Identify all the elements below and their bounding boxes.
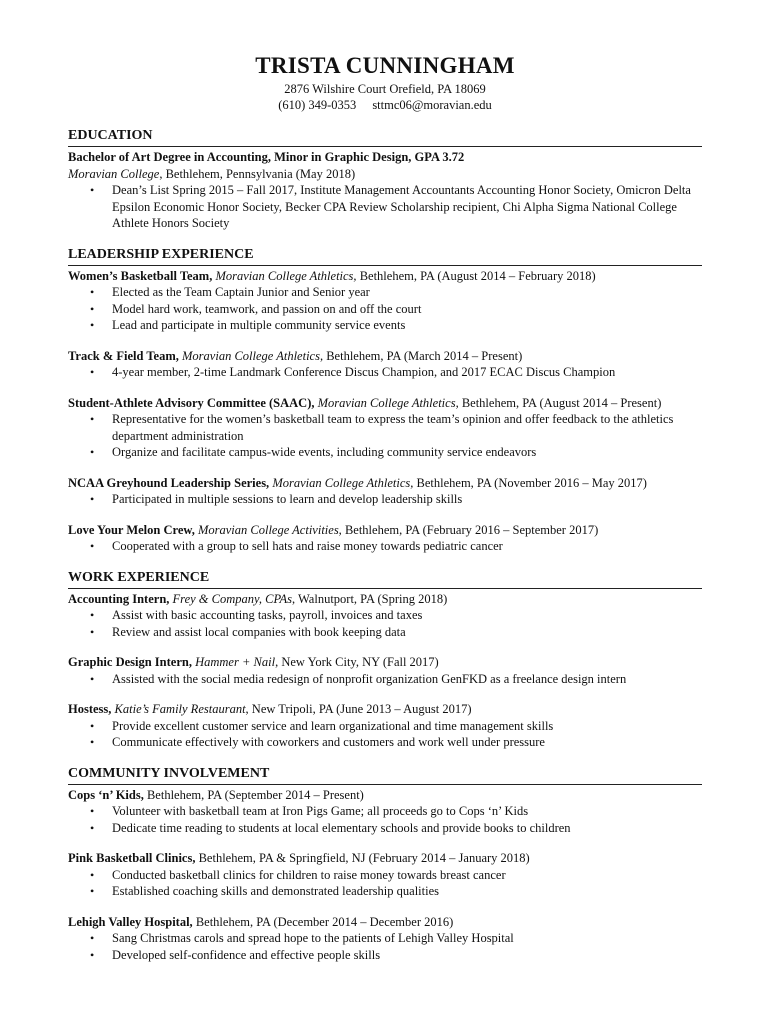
list-item: • Review and assist local companies with book keeping data — [68, 624, 702, 641]
resume-page — [68, 52, 702, 963]
leadership-entry — [68, 522, 702, 555]
entry-bullets — [68, 718, 702, 751]
list-item: • Developed self-confidence and effective people skills — [68, 947, 702, 964]
email-address: sttmc06@moravian.edu — [372, 97, 492, 112]
list-item: • Elected as the Team Captain Junior and Senior year — [68, 284, 702, 301]
school-name: Moravian College — [68, 166, 160, 181]
entry-institution: Moravian College Activities, — [194, 522, 342, 537]
entry-heading — [68, 395, 702, 412]
entry-institution: Hammer + Nail — [191, 655, 276, 669]
entry-bullets — [68, 930, 702, 963]
entry-bullets — [68, 671, 702, 688]
leadership-entry — [68, 268, 702, 334]
entry-institution: Moravian College Athletics, — [212, 268, 357, 283]
entry-bullets — [68, 364, 702, 381]
list-item: • Lead and participate in multiple community service events — [68, 317, 702, 334]
work-section — [68, 569, 702, 751]
leadership-entry — [68, 475, 702, 508]
community-entry — [68, 914, 702, 964]
candidate-name: TRISTA CUNNINGHAM — [255, 53, 515, 78]
entry-org: Lehigh Valley Hospital, — [68, 914, 193, 929]
community-section — [68, 765, 702, 964]
entry-location-date: Bethlehem, PA (September 2014 – Present) — [143, 787, 364, 802]
resume-header — [68, 52, 702, 113]
entry-location-date: Bethlehem, PA (March 2014 – Present) — [323, 348, 523, 363]
phone-number: (610) 349-0353 — [278, 97, 357, 112]
section-title-education: EDUCATION — [68, 127, 702, 147]
leadership-entry — [68, 395, 702, 461]
section-title-work: WORK EXPERIENCE — [68, 569, 702, 589]
entry-location-date: , Walnutport, PA (Spring 2018) — [291, 591, 448, 606]
entry-bullets — [68, 491, 702, 508]
entry-heading — [68, 591, 702, 608]
school-location-date: , Bethlehem, Pennsylvania (May 2018) — [159, 166, 356, 181]
section-title-leadership: LEADERSHIP EXPERIENCE — [68, 246, 702, 266]
community-entry — [68, 787, 702, 837]
entry-org: Women’s Basketball Team, — [68, 268, 213, 283]
section-title-community: COMMUNITY INVOLVEMENT — [68, 765, 702, 785]
entry-heading — [68, 850, 702, 867]
entry-org: Accounting Intern, — [68, 591, 170, 606]
entry-org: Cops ‘n’ Kids, — [68, 787, 144, 802]
entry-location-date: Bethlehem, PA & Springfield, NJ (February 2014 – January 2018) — [195, 851, 530, 865]
list-item: • Dean’s List Spring 2015 – Fall 2017, Institute Management Accountants Accounting Honor Society, Omicron Delta Epsilon Economic Honor Society, Becker CPA Review Scholarship recipient, Chi Alpha Sigma National College Athlete Honors Society — [68, 182, 702, 232]
entry-org: Hostess, — [68, 702, 112, 716]
work-entry — [68, 701, 702, 751]
entry-location-date: Bethlehem, PA (November 2016 – May 2017) — [413, 475, 647, 490]
entry-heading — [68, 475, 702, 492]
entry-heading — [68, 522, 702, 539]
education-entry — [68, 149, 702, 232]
list-item: • Assist with basic accounting tasks, payroll, invoices and taxes — [68, 607, 702, 624]
school-line — [68, 166, 702, 183]
list-item: • Assisted with the social media redesign of nonprofit organization GenFKD as a freelance design intern — [68, 671, 702, 688]
list-item: • 4-year member, 2-time Landmark Conference Discus Champion, and 2017 ECAC Discus Champion — [68, 364, 702, 381]
entry-heading — [68, 787, 702, 804]
list-item: • Organize and facilitate campus-wide events, including community service endeavors — [68, 444, 702, 461]
entry-org: Student-Athlete Advisory Committee (SAAC), — [68, 395, 315, 410]
entry-institution: Moravian College Athletics, — [178, 348, 324, 363]
list-item: • Cooperated with a group to sell hats and raise money towards pediatric cancer — [68, 538, 702, 555]
entry-institution: Moravian College Athletics, — [314, 395, 459, 410]
entry-heading — [68, 701, 702, 718]
entry-org: Pink Basketball Clinics, — [68, 851, 196, 865]
entry-location-date: Bethlehem, PA (December 2014 – December 2016) — [192, 914, 454, 929]
entry-org: Love Your Melon Crew, — [68, 522, 195, 537]
list-item: • Sang Christmas carols and spread hope to the patients of Lehigh Valley Hospital — [68, 930, 702, 947]
entry-bullets — [68, 607, 702, 640]
entry-heading — [68, 268, 702, 285]
list-item: • Representative for the women’s basketball team to express the team’s opinion and offer feedback to the athletics department administration — [68, 411, 702, 444]
entry-location-date: Bethlehem, PA (August 2014 – February 2018) — [356, 268, 596, 283]
list-item: • Provide excellent customer service and learn organizational and time management skills — [68, 718, 702, 735]
entry-bullets — [68, 538, 702, 555]
education-section — [68, 127, 702, 232]
degree: Bachelor of Art Degree in Accounting, Minor in Graphic Design, GPA 3.72 — [68, 150, 465, 164]
list-item: • Volunteer with basketball team at Iron Pigs Game; all proceeds go to Cops ‘n’ Kids — [68, 803, 702, 820]
entry-bullets — [68, 867, 702, 900]
contact-line — [68, 98, 702, 114]
education-bullets — [68, 182, 702, 232]
entry-bullets — [68, 284, 702, 334]
entry-institution: Frey & Company, CPAs — [169, 591, 292, 606]
entry-heading — [68, 914, 702, 931]
entry-institution: Katie’s Family Restaurant — [111, 702, 246, 716]
list-item: • Conducted basketball clinics for children to raise money towards breast cancer — [68, 867, 702, 884]
list-item: • Dedicate time reading to students at local elementary schools and provide books to children — [68, 820, 702, 837]
address-line: 2876 Wilshire Court Orefield, PA 18069 — [284, 82, 486, 96]
list-item: • Established coaching skills and demonstrated leadership qualities — [68, 883, 702, 900]
entry-org: Track & Field Team, — [68, 348, 179, 363]
work-entry — [68, 654, 702, 687]
entry-institution: Moravian College Athletics, — [269, 475, 414, 490]
entry-org: Graphic Design Intern, — [68, 655, 192, 669]
entry-location-date: , New York City, NY (Fall 2017) — [275, 655, 439, 669]
entry-location-date: Bethlehem, PA (February 2016 – September 2017) — [341, 522, 599, 537]
entry-bullets — [68, 411, 702, 461]
leadership-section — [68, 246, 702, 555]
list-item: • Participated in multiple sessions to learn and develop leadership skills — [68, 491, 702, 508]
entry-org: NCAA Greyhound Leadership Series, — [68, 475, 270, 490]
entry-heading — [68, 654, 702, 671]
list-item: • Communicate effectively with coworkers and customers and work well under pressure — [68, 734, 702, 751]
entry-location-date: , New Tripoli, PA (June 2013 – August 2017) — [245, 702, 472, 716]
entry-heading — [68, 348, 702, 365]
list-item: • Model hard work, teamwork, and passion on and off the court — [68, 301, 702, 318]
leadership-entry — [68, 348, 702, 381]
work-entry — [68, 591, 702, 641]
entry-bullets — [68, 803, 702, 836]
entry-location-date: Bethlehem, PA (August 2014 – Present) — [458, 395, 662, 410]
community-entry — [68, 850, 702, 900]
